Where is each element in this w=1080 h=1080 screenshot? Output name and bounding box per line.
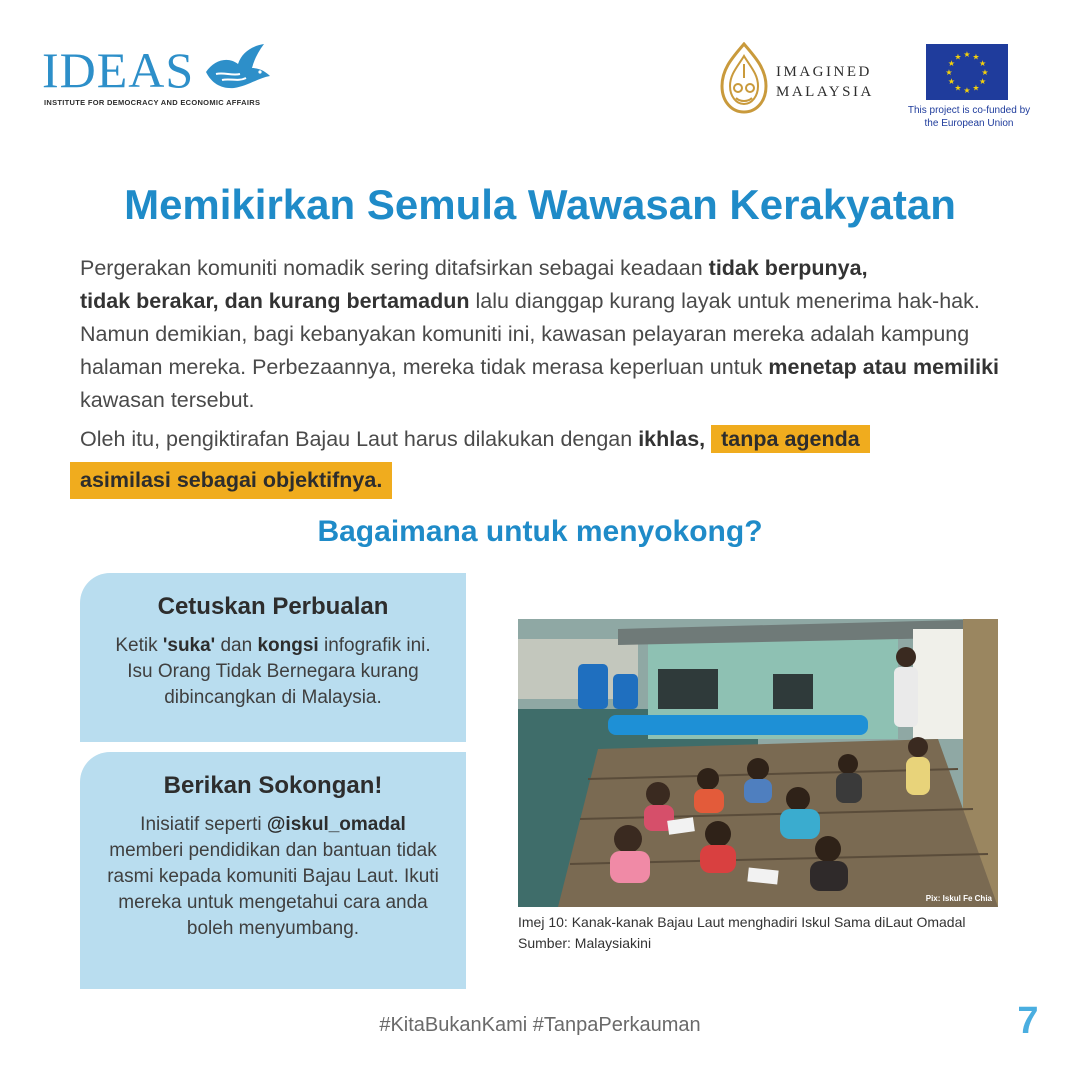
eu-logo [900,44,1038,134]
card-start-conversation [80,573,466,742]
eu-caption-line2: the European Union [924,118,1014,129]
bold-run: menetap atau memiliki [768,355,1000,379]
imagined-malaysia-logo [718,42,898,114]
text-run: Pergerakan komuniti nomadik sering ditafsirkan sebagai keadaan [80,256,709,280]
ideas-subtitle: INSTITUTE FOR DEMOCRACY AND ECONOMIC AFFAIRS [44,98,261,107]
hashtags: #KitaBukanKami #TanpaPerkauman [379,1014,701,1036]
text-run: Ketik [115,635,163,656]
dove-icon [202,42,272,98]
text-run: dan [215,635,258,656]
ideas-logo [42,42,272,112]
text-run: Inisiatif seperti [140,814,267,835]
intro-text [80,252,1028,499]
bold-run: kongsi [257,635,319,656]
card-title: Cetuskan Perbualan [157,593,389,620]
section-heading: Bagaimana untuk menyokong? [317,515,763,548]
text-run: lalu dianggap kurang layak untuk menerima hak-hak. Namun demikian, bagi kebanyakan komuniti ini, kawasan pelayaran mereka adalah kampung halaman mereka. Perbezaannya, mereka tidak merasa keperluan untuk [80,289,980,379]
eu-star-icon: ★ [963,50,971,59]
caption-line: Imej 10: Kanak-kanak Bajau Laut menghadiri Iskul Sama diLaut Omadal [518,914,966,930]
photo-caption [518,912,1018,954]
eu-caption-line1: This project is co-funded by [907,105,1031,116]
bold-run: tidak berpunya, [708,256,868,280]
bold-run: tidak berakar, dan kurang bertamadun [80,289,470,313]
ideas-wordmark: IDEAS [42,42,195,98]
photo-credit: Pix: Iskul Fe Chia [925,894,992,903]
eu-star-icon: ★ [972,83,980,93]
imagined-line: IMAGINED [776,64,872,80]
text-run: Oleh itu, pengiktirafan Bajau Laut harus dilakukan dengan [80,427,639,451]
imagined-malaysia-text [776,62,874,102]
bold-run: ikhlas, [638,427,706,451]
page-number: 7 [1017,1000,1039,1042]
text-run: infografik ini. Isu Orang Tidak Bernegara kurang dibincangkan di Malaysia. [127,635,431,708]
eu-star-icon: ★ [945,68,953,77]
photo-children-class [518,619,998,907]
eu-flag [926,44,1008,100]
card-give-support [80,752,466,989]
instagram-handle: @iskul_omadal [266,814,406,835]
gunungan-icon [718,42,770,114]
eu-star-icon: ★ [947,59,955,68]
card-body [103,812,443,942]
eu-star-icon: ★ [954,52,962,62]
eu-star-icon: ★ [979,59,987,68]
eu-caption [900,104,1038,130]
eu-star-icon: ★ [963,86,971,95]
eu-stars-icon [926,44,1008,100]
eu-star-icon: ★ [947,77,955,86]
eu-star-icon: ★ [981,68,989,77]
eu-star-icon: ★ [972,52,980,62]
eu-star-icon: ★ [979,77,987,86]
eu-star-icon: ★ [954,83,962,93]
malaysia-line: MALAYSIA [776,84,874,100]
text-run: memberi pendidikan dan bantuan tidak rasmi kepada komuniti Bajau Laut. Ikuti mereka untuk mengetahui cara anda boleh menyumbang. [107,840,439,939]
intro-paragraph-1 [80,252,1028,417]
highlighted-text: asimilasi sebagai objektifnya. [70,462,392,499]
photo-illustration [518,619,998,907]
highlighted-text: tanpa agenda [711,425,870,453]
bold-run: 'suka' [162,635,216,656]
page-title: Memikirkan Semula Wawasan Kerakyatan [124,181,956,228]
text-run: kawasan tersebut. [80,388,255,412]
card-title: Berikan Sokongan! [163,772,383,799]
caption-source: Sumber: Malaysiakini [518,935,652,951]
intro-paragraph-2 [80,423,1028,499]
card-body [103,633,443,711]
